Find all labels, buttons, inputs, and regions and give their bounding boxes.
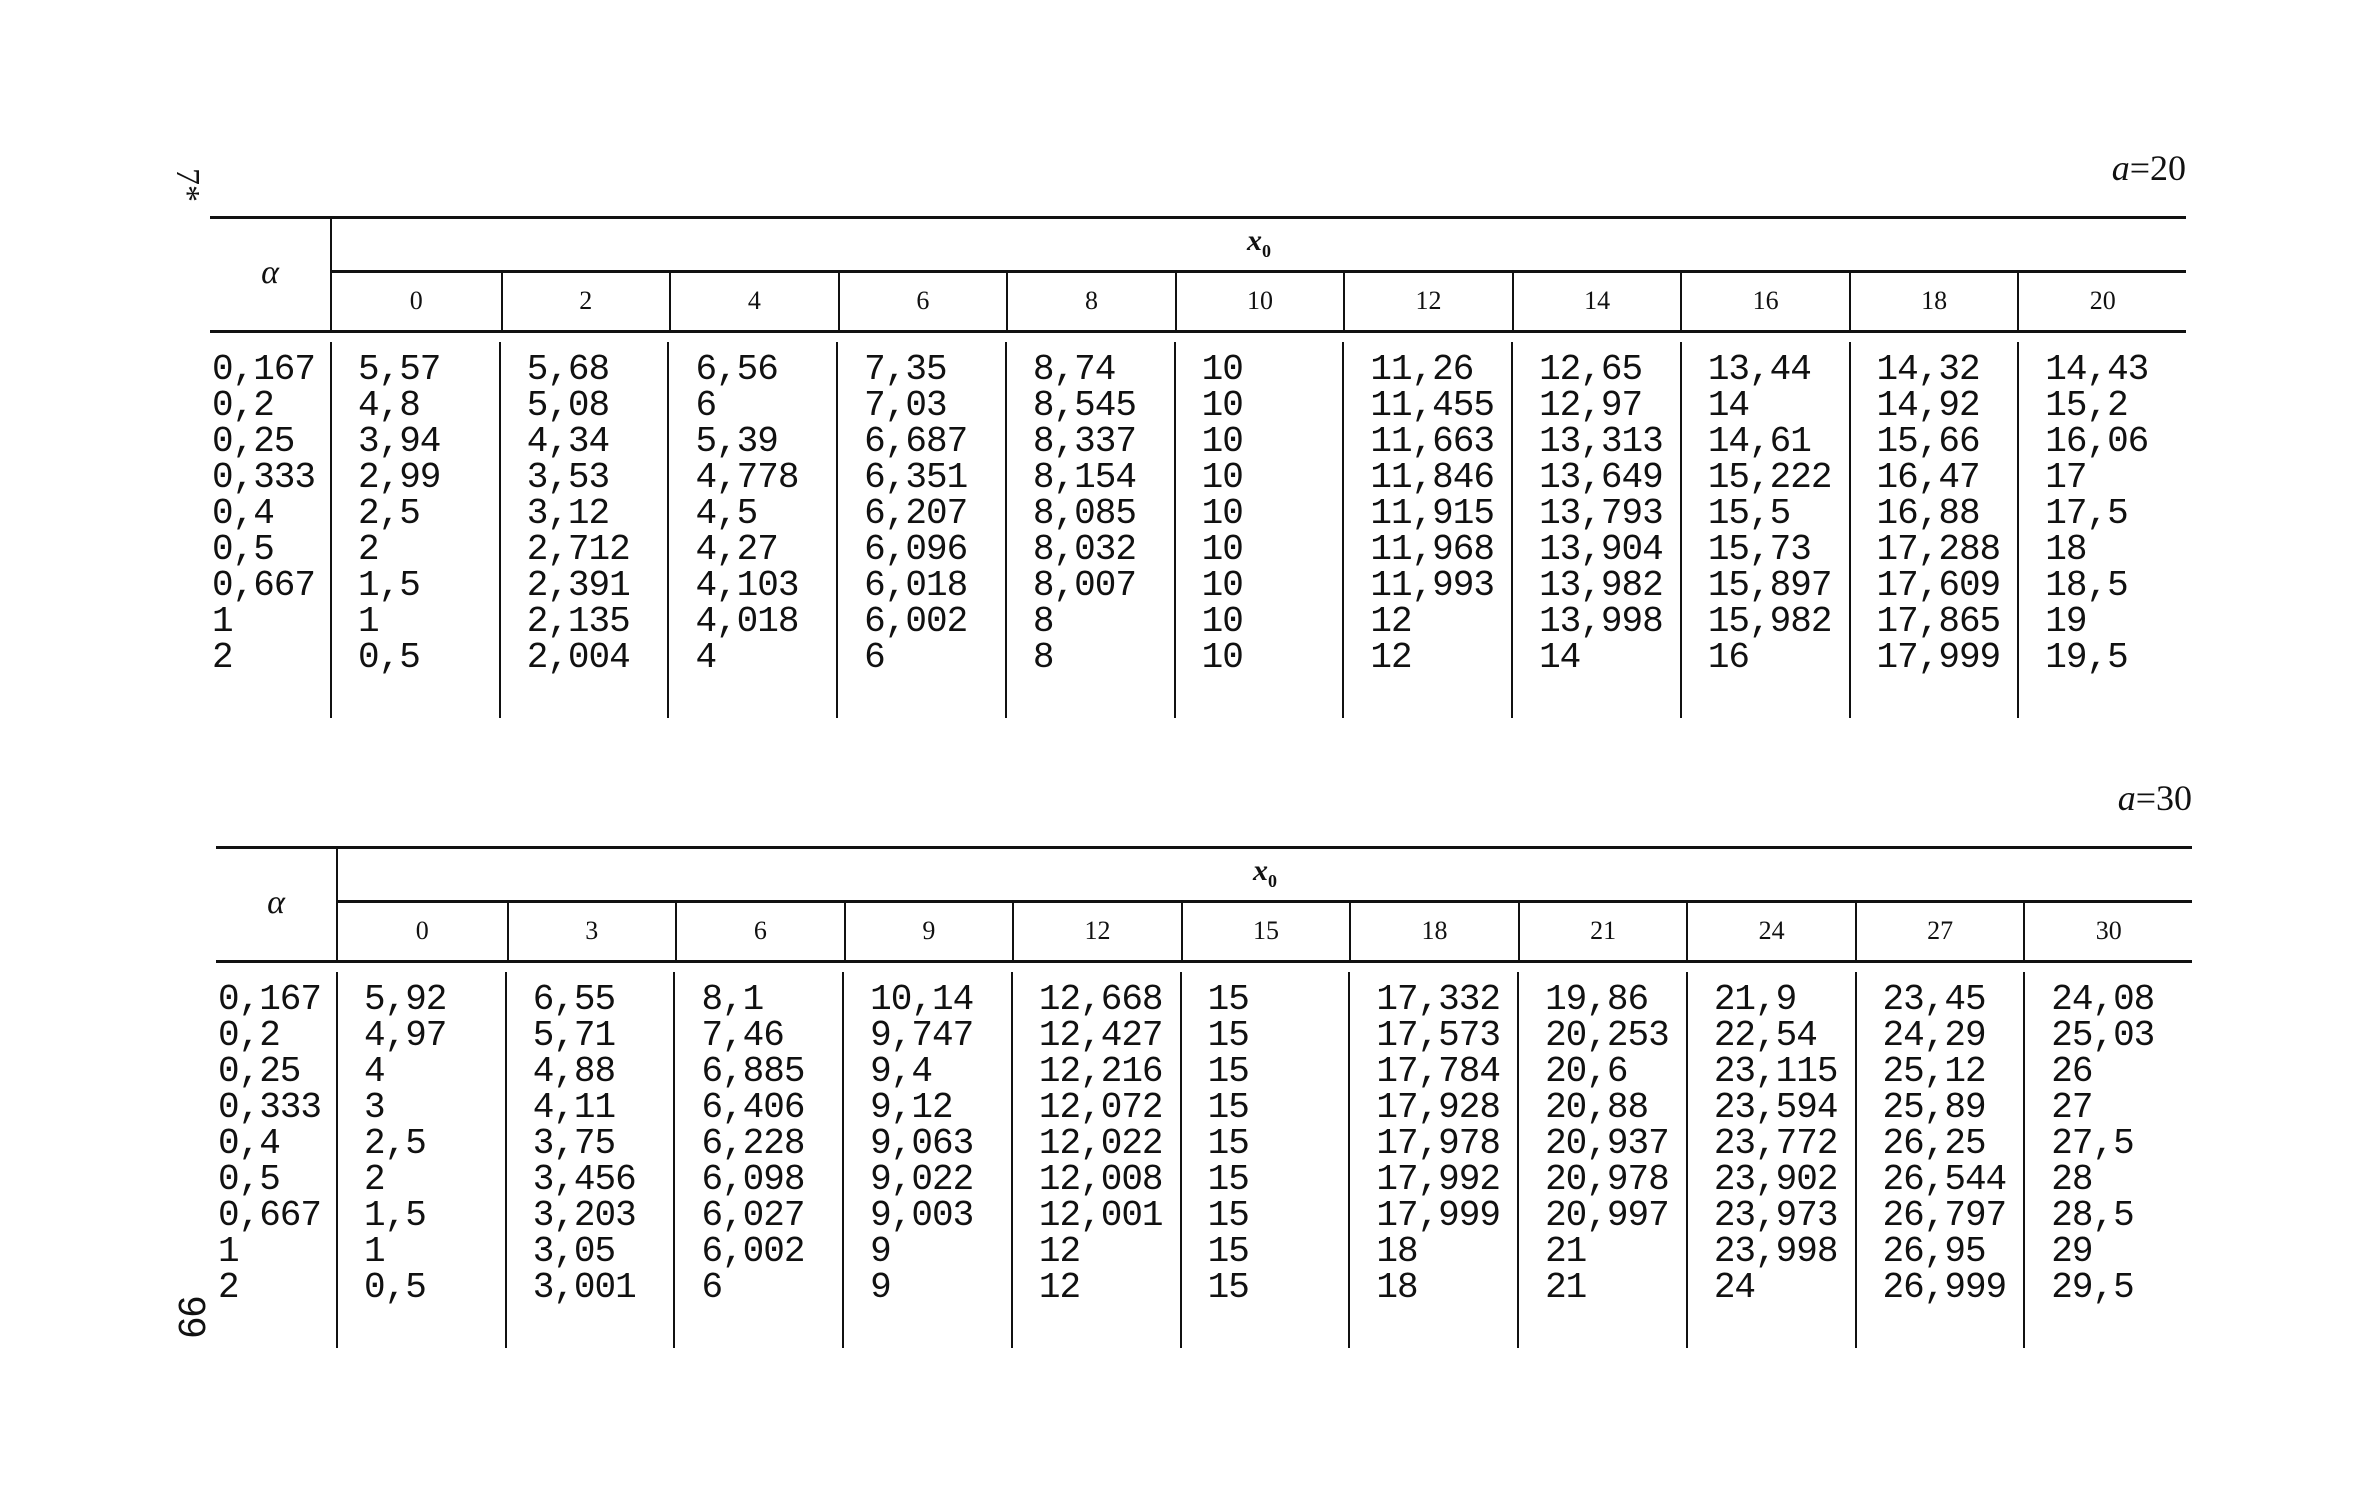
table-body — [216, 972, 2192, 1348]
table-cell: 15 — [1207, 1015, 1249, 1056]
table-cell: 17,332 — [1376, 979, 1500, 1020]
table-cell: 3,12 — [526, 493, 610, 534]
x0-value-header: 24 — [1686, 902, 1855, 960]
table-cell: 20,937 — [1545, 1123, 1669, 1164]
table-cell: 19,86 — [1545, 979, 1649, 1020]
table-cell: 17,928 — [1376, 1087, 1500, 1128]
table-cell: 12,072 — [1038, 1087, 1163, 1128]
table-cell: 18 — [2045, 529, 2087, 570]
table-cell: 21 — [1545, 1267, 1587, 1308]
table-cell: 12,022 — [1038, 1123, 1163, 1164]
alpha-cell: 1 — [212, 601, 233, 642]
table-cell: 3,203 — [532, 1195, 636, 1236]
table-cell: 3,05 — [532, 1231, 616, 1272]
alpha-cell: 1 — [218, 1231, 239, 1272]
table-cell: 10 — [1201, 493, 1243, 534]
table-cell: 6 — [695, 385, 717, 426]
table-cell: 15 — [1207, 1087, 1249, 1128]
table-cell: 12,97 — [1539, 385, 1643, 426]
table-cell: 15,2 — [2045, 385, 2128, 426]
table-cell: 1,5 — [364, 1195, 426, 1236]
alpha-column-header: α — [261, 254, 279, 291]
table-cell: 15,897 — [1707, 565, 1832, 606]
x0-symbol: x — [1253, 854, 1268, 887]
x0-value-header: 15 — [1181, 902, 1350, 960]
table-cell: 17,784 — [1376, 1051, 1500, 1092]
x0-value-header: 30 — [2023, 902, 2192, 960]
value-column — [1342, 342, 1511, 718]
table-cell: 14,92 — [1876, 385, 1980, 426]
table-cell: 15 — [1207, 1195, 1249, 1236]
table-body — [210, 342, 2186, 718]
header-bottom-rule — [210, 330, 2186, 333]
table-cell: 12,427 — [1038, 1015, 1163, 1056]
x0-value-header: 18 — [1349, 902, 1518, 960]
table-cell: 4,103 — [695, 565, 799, 606]
table-cell: 9,022 — [870, 1159, 974, 1200]
table-cell: 15 — [1207, 1267, 1249, 1308]
header-bottom-rule — [216, 960, 2192, 963]
table-cell: 9 — [870, 1267, 891, 1308]
table-cell: 26,797 — [1882, 1195, 2007, 1236]
table-cell: 29,5 — [2051, 1267, 2134, 1308]
table-cell: 1,5 — [358, 565, 420, 606]
table-cell: 5,57 — [358, 349, 441, 390]
x0-value-header: 18 — [1849, 272, 2018, 330]
table-cell: 2,712 — [526, 529, 630, 570]
table-cell: 10 — [1201, 601, 1243, 642]
table-cell: 2,004 — [526, 637, 630, 678]
table-cell: 11,993 — [1370, 565, 1494, 606]
value-column — [2023, 972, 2192, 1348]
x0-group-header — [338, 854, 2192, 894]
table-cell: 11,455 — [1370, 385, 1494, 426]
table-cell: 10 — [1201, 457, 1243, 498]
alpha-cell: 0,333 — [218, 1087, 322, 1128]
table-cell: 5,08 — [526, 385, 610, 426]
table-cell: 15 — [1207, 1159, 1249, 1200]
table-cell: 17,5 — [2045, 493, 2128, 534]
parameter-label — [2118, 780, 2192, 816]
value-column — [1180, 972, 1349, 1348]
table-cell: 13,982 — [1539, 565, 1663, 606]
table-cell: 6,351 — [864, 457, 968, 498]
parameter-value: =30 — [2135, 778, 2192, 818]
alpha-cell: 0,333 — [212, 457, 316, 498]
table-cell: 10 — [1201, 529, 1243, 570]
x0-value-header: 27 — [1855, 902, 2024, 960]
table-cell: 2,5 — [358, 493, 420, 534]
value-column — [330, 342, 499, 718]
table-cell: 11,968 — [1370, 529, 1494, 570]
table-cell: 18,5 — [2045, 565, 2128, 606]
x0-subscript: 0 — [1262, 241, 1271, 261]
table-cell: 6,002 — [701, 1231, 805, 1272]
table-cell: 9,747 — [870, 1015, 974, 1056]
alpha-cell: 0,2 — [218, 1015, 280, 1056]
table-cell: 1 — [358, 601, 379, 642]
table-cell: 16 — [1707, 637, 1750, 678]
table-cell: 10,14 — [870, 979, 974, 1020]
table-cell: 4,5 — [695, 493, 758, 534]
value-column — [1011, 972, 1180, 1348]
table-cell: 17,609 — [1876, 565, 2001, 606]
x0-value-header: 3 — [507, 902, 676, 960]
alpha-column — [216, 972, 336, 1348]
value-column — [1855, 972, 2024, 1348]
table-cell: 8,74 — [1032, 349, 1116, 390]
x0-values-row — [338, 902, 2192, 960]
table-cell: 4,8 — [358, 385, 420, 426]
table-cell: 20,88 — [1545, 1087, 1649, 1128]
alpha-column-header: α — [267, 884, 285, 921]
table-cell: 2,5 — [364, 1123, 426, 1164]
alpha-cell: 0,4 — [212, 493, 274, 534]
table-cell: 7,03 — [864, 385, 947, 426]
value-column — [1348, 972, 1517, 1348]
table-cell: 22,54 — [1713, 1015, 1817, 1056]
x0-subscript: 0 — [1268, 871, 1277, 891]
page-number: 99 — [170, 1295, 213, 1339]
alpha-cell: 0,25 — [218, 1051, 301, 1092]
table-cell: 17,992 — [1376, 1159, 1500, 1200]
table-cell: 12 — [1370, 601, 1412, 642]
table-cell: 6 — [864, 637, 885, 678]
table-cell: 6,098 — [701, 1159, 805, 1200]
value-column — [1680, 342, 1849, 718]
table-cell: 15,66 — [1876, 421, 1980, 462]
table-cell: 0,5 — [358, 637, 420, 678]
table-cell: 25,12 — [1882, 1051, 1986, 1092]
table-cell: 19,5 — [2045, 637, 2128, 678]
alpha-column — [210, 342, 330, 718]
table-cell: 10 — [1201, 349, 1243, 390]
value-column — [667, 342, 836, 718]
table-cell: 24,29 — [1882, 1015, 1986, 1056]
table-cell: 17,573 — [1376, 1015, 1500, 1056]
table-cell: 18 — [1376, 1267, 1418, 1308]
x0-value-header: 12 — [1012, 902, 1181, 960]
table-cell: 15,73 — [1707, 529, 1811, 570]
table-cell: 9 — [870, 1231, 891, 1272]
table-cell: 25,89 — [1882, 1087, 1986, 1128]
table-cell: 4,88 — [532, 1051, 616, 1092]
table-cell: 11,26 — [1370, 349, 1474, 390]
table-cell: 8,085 — [1032, 493, 1136, 534]
table-cell: 17,999 — [1876, 637, 2001, 678]
alpha-cell: 0,4 — [218, 1123, 280, 1164]
table-cell: 10 — [1201, 421, 1243, 462]
table-cell: 15 — [1207, 1123, 1249, 1164]
table-cell: 23,594 — [1713, 1087, 1838, 1128]
x0-value-header: 2 — [501, 272, 670, 330]
alpha-cell: 2 — [212, 637, 233, 678]
table-cell: 7,35 — [864, 349, 947, 390]
value-column — [499, 342, 668, 718]
table-cell: 14 — [1707, 385, 1750, 426]
table-cell: 5,39 — [695, 421, 778, 462]
table-cell: 6,56 — [695, 349, 778, 390]
table-cell: 8 — [1032, 637, 1054, 678]
x0-symbol: x — [1247, 224, 1262, 257]
table-cell: 20,978 — [1545, 1159, 1669, 1200]
table-cell: 26,25 — [1882, 1123, 1986, 1164]
table-cell: 6,018 — [864, 565, 968, 606]
table-cell: 15 — [1207, 979, 1249, 1020]
table-cell: 23,998 — [1713, 1231, 1838, 1272]
x0-value-header: 6 — [675, 902, 844, 960]
table-cell: 8,545 — [1032, 385, 1136, 426]
x0-value-header: 16 — [1680, 272, 1849, 330]
table-cell: 5,92 — [364, 979, 447, 1020]
table-cell: 24 — [1713, 1267, 1756, 1308]
table-cell: 24,08 — [2051, 979, 2155, 1020]
table-cell: 6,228 — [701, 1123, 805, 1164]
x0-value-header: 4 — [669, 272, 838, 330]
alpha-cell: 0,5 — [218, 1159, 280, 1200]
alpha-cell: 0,5 — [212, 529, 274, 570]
table-cell: 26,95 — [1882, 1231, 1986, 1272]
table-cell: 23,115 — [1713, 1051, 1838, 1092]
x0-value-header: 9 — [844, 902, 1013, 960]
table-cell: 8,007 — [1032, 565, 1136, 606]
table-cell: 6,55 — [532, 979, 616, 1020]
table-cell: 21,9 — [1713, 979, 1797, 1020]
table-cell: 12,65 — [1539, 349, 1643, 390]
table-cell: 6,027 — [701, 1195, 805, 1236]
table-cell: 4,778 — [695, 457, 799, 498]
value-column — [1686, 972, 1855, 1348]
value-column — [673, 972, 842, 1348]
table-cell: 2,99 — [358, 457, 441, 498]
table-cell: 9,4 — [870, 1051, 932, 1092]
table-cell: 7,46 — [701, 1015, 784, 1056]
table-cell: 8,1 — [701, 979, 764, 1020]
table-cell: 15 — [1207, 1231, 1249, 1272]
table-cell: 10 — [1201, 385, 1243, 426]
table-cell: 8,154 — [1032, 457, 1136, 498]
table-cell: 12,001 — [1038, 1195, 1163, 1236]
table-cell: 13,313 — [1539, 421, 1663, 462]
table-cell: 10 — [1201, 637, 1243, 678]
value-column — [1517, 972, 1686, 1348]
table-cell: 6,096 — [864, 529, 968, 570]
value-column — [836, 342, 1005, 718]
table-cell: 20,6 — [1545, 1051, 1628, 1092]
table-cell: 26,544 — [1882, 1159, 2007, 1200]
table-cell: 20,253 — [1545, 1015, 1669, 1056]
table-cell: 12 — [1038, 1267, 1081, 1308]
table-cell: 3,75 — [532, 1123, 616, 1164]
table-cell: 3,001 — [532, 1267, 636, 1308]
value-column — [1511, 342, 1680, 718]
table-cell: 19 — [2045, 601, 2087, 642]
table-cell: 9,12 — [870, 1087, 953, 1128]
parameter-symbol: a — [2111, 148, 2130, 188]
table-cell: 8,032 — [1032, 529, 1136, 570]
table-cell: 12,668 — [1038, 979, 1163, 1020]
table-cell: 28 — [2051, 1159, 2093, 1200]
table-cell: 20,997 — [1545, 1195, 1669, 1236]
table-cell: 10 — [1201, 565, 1243, 606]
table-cell: 14 — [1539, 637, 1581, 678]
table-cell: 23,45 — [1882, 979, 1986, 1020]
table-cell: 26,999 — [1882, 1267, 2007, 1308]
parameter-value: =20 — [2129, 148, 2186, 188]
table-cell: 21 — [1545, 1231, 1587, 1272]
table-cell: 6,687 — [864, 421, 968, 462]
table-cell: 6,406 — [701, 1087, 805, 1128]
table-cell: 3,456 — [532, 1159, 636, 1200]
table-cell: 13,998 — [1539, 601, 1663, 642]
table-cell: 1 — [364, 1231, 385, 1272]
table-cell: 27 — [2051, 1087, 2093, 1128]
table-cell: 17,288 — [1876, 529, 2001, 570]
alpha-cell: 0,667 — [218, 1195, 322, 1236]
table-cell: 15,222 — [1707, 457, 1832, 498]
value-column — [505, 972, 674, 1348]
alpha-cell: 0,2 — [212, 385, 274, 426]
table-cell: 6 — [701, 1267, 723, 1308]
table-cell: 25,03 — [2051, 1015, 2155, 1056]
page-marker: 7* — [169, 168, 206, 202]
table-cell: 8,337 — [1032, 421, 1136, 462]
table-cell: 11,915 — [1370, 493, 1494, 534]
table-cell: 29 — [2051, 1231, 2093, 1272]
table-cell: 4,27 — [695, 529, 778, 570]
table-cell: 11,663 — [1370, 421, 1494, 462]
parameter-symbol: a — [2117, 778, 2136, 818]
table-cell: 2 — [364, 1159, 385, 1200]
table-cell: 18 — [1376, 1231, 1418, 1272]
table-cell: 13,904 — [1539, 529, 1663, 570]
x0-value-header: 21 — [1518, 902, 1687, 960]
table-cell: 28,5 — [2051, 1195, 2134, 1236]
table-cell: 4,11 — [532, 1087, 616, 1128]
table-cell: 11,846 — [1370, 457, 1494, 498]
alpha-cell: 0,667 — [212, 565, 316, 606]
table-cell: 16,06 — [2045, 421, 2149, 462]
table-cell: 15,982 — [1707, 601, 1832, 642]
table-cell: 17,865 — [1876, 601, 2001, 642]
table-cell: 12 — [1370, 637, 1412, 678]
table-cell: 5,68 — [526, 349, 610, 390]
parameter-label — [2112, 150, 2186, 186]
value-column — [2017, 342, 2186, 718]
table-cell: 3,94 — [358, 421, 441, 462]
x0-value-header: 10 — [1175, 272, 1344, 330]
table-cell: 13,649 — [1539, 457, 1663, 498]
value-column — [1849, 342, 2018, 718]
table-cell: 15 — [1207, 1051, 1249, 1092]
table-cell: 23,973 — [1713, 1195, 1838, 1236]
alpha-cell: 2 — [218, 1267, 239, 1308]
table-cell: 6,207 — [864, 493, 968, 534]
top-rule — [216, 846, 2192, 849]
table-cell: 3,53 — [526, 457, 610, 498]
table-cell: 14,43 — [2045, 349, 2149, 390]
table-cell: 9,003 — [870, 1195, 974, 1236]
table-cell: 8 — [1032, 601, 1054, 642]
table-cell: 17 — [2045, 457, 2087, 498]
x0-value-header: 0 — [415, 916, 429, 945]
value-column — [1005, 342, 1174, 718]
x0-group-header — [332, 224, 2186, 264]
table-cell: 4,018 — [695, 601, 799, 642]
table-cell: 13,44 — [1707, 349, 1811, 390]
table-cell: 2 — [358, 529, 379, 570]
table-cell: 14,61 — [1707, 421, 1811, 462]
table-cell: 17,999 — [1376, 1195, 1500, 1236]
table-cell: 15,5 — [1707, 493, 1791, 534]
table-cell: 14,32 — [1876, 349, 1980, 390]
table-cell: 6,002 — [864, 601, 968, 642]
table-cell: 12,216 — [1038, 1051, 1163, 1092]
table-cell: 4 — [364, 1051, 385, 1092]
alpha-cell: 0,167 — [218, 979, 322, 1020]
table-cell: 23,902 — [1713, 1159, 1838, 1200]
table-cell: 27,5 — [2051, 1123, 2134, 1164]
alpha-cell: 0,167 — [212, 349, 316, 390]
value-column — [1174, 342, 1343, 718]
table-cell: 9,063 — [870, 1123, 974, 1164]
table-cell: 4 — [695, 637, 717, 678]
table-cell: 23,772 — [1713, 1123, 1838, 1164]
table-cell: 16,88 — [1876, 493, 1980, 534]
table-cell: 17,978 — [1376, 1123, 1500, 1164]
x0-values-row — [332, 272, 2186, 330]
x0-value-header: 0 — [409, 286, 423, 315]
x0-value-header: 20 — [2017, 272, 2186, 330]
table-cell: 16,47 — [1876, 457, 1980, 498]
x0-value-header: 14 — [1512, 272, 1681, 330]
table-cell: 0,5 — [364, 1267, 426, 1308]
table-cell: 13,793 — [1539, 493, 1663, 534]
table-cell: 2,391 — [526, 565, 630, 606]
value-column — [842, 972, 1011, 1348]
table-cell: 4,34 — [526, 421, 610, 462]
table-cell: 26 — [2051, 1051, 2093, 1092]
table-cell: 6,885 — [701, 1051, 805, 1092]
x0-value-header: 6 — [838, 272, 1007, 330]
table-cell: 2,135 — [526, 601, 630, 642]
table-cell: 12 — [1038, 1231, 1081, 1272]
table-cell: 3 — [364, 1087, 385, 1128]
top-rule — [210, 216, 2186, 219]
table-cell: 5,71 — [532, 1015, 616, 1056]
alpha-cell: 0,25 — [212, 421, 295, 462]
x0-value-header: 8 — [1006, 272, 1175, 330]
table-cell: 4,97 — [364, 1015, 447, 1056]
value-column — [336, 972, 505, 1348]
x0-value-header: 12 — [1343, 272, 1512, 330]
table-cell: 12,008 — [1038, 1159, 1163, 1200]
